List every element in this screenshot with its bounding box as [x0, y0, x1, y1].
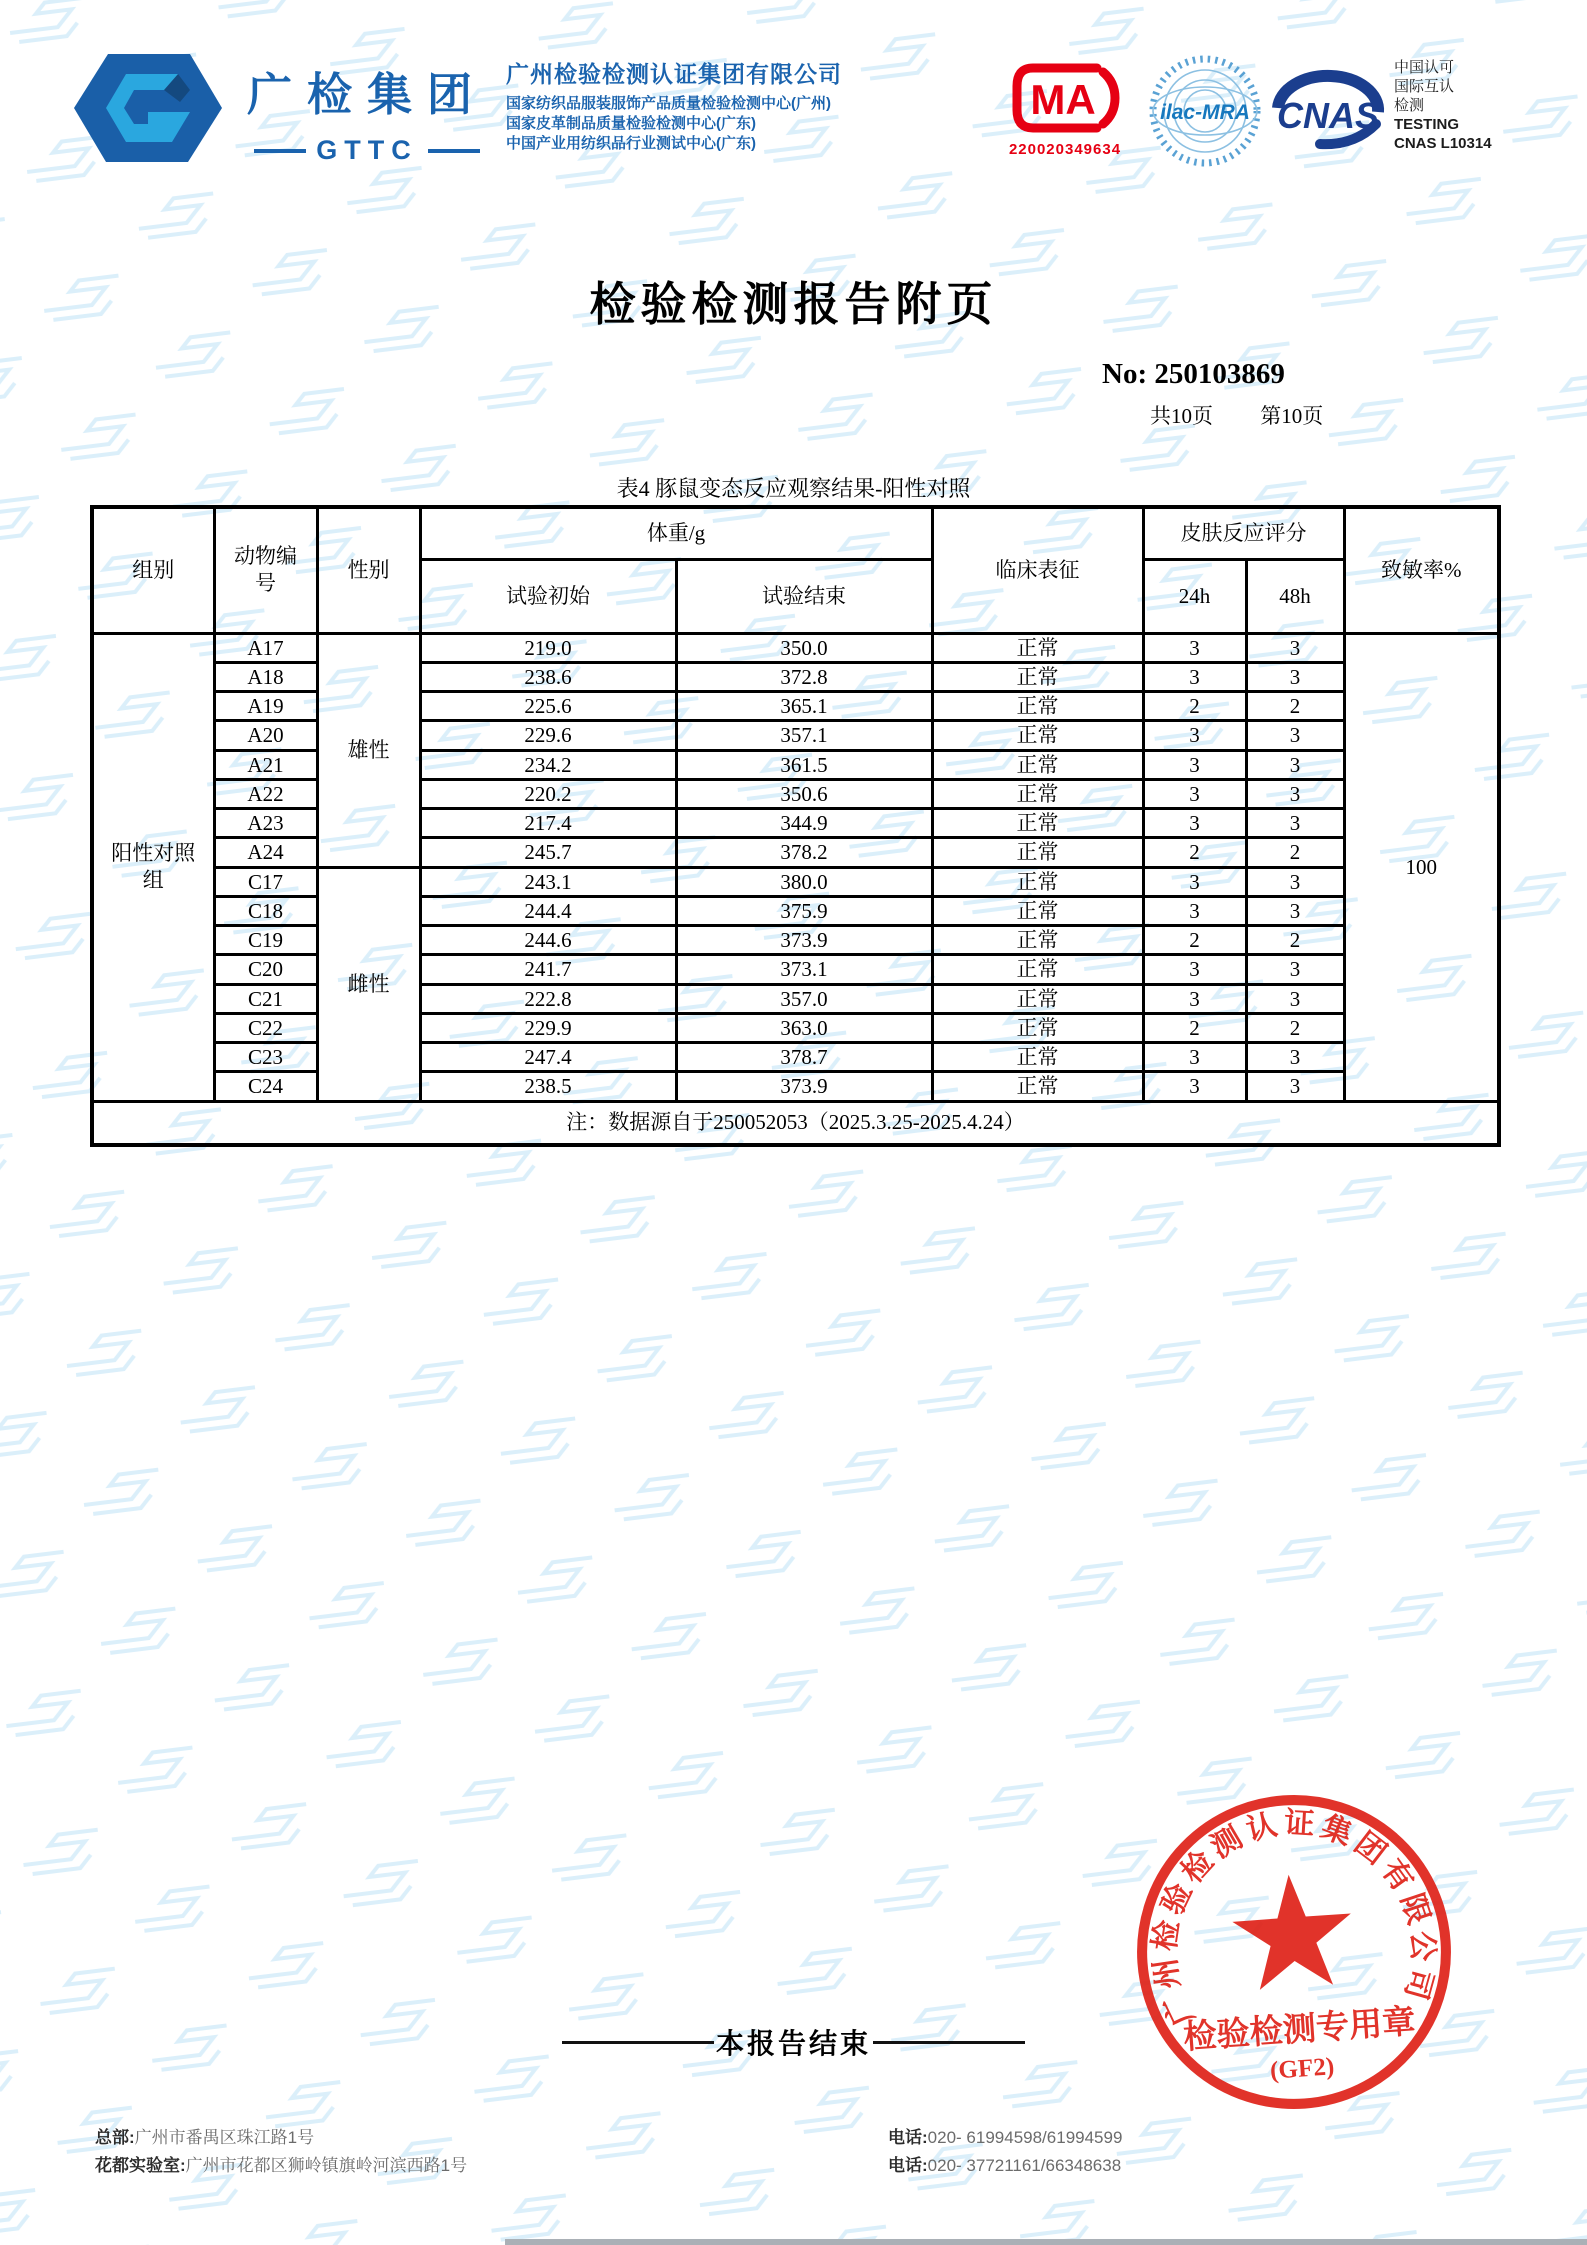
clinical-cell: 正常: [932, 750, 1143, 779]
col-header-group: 组别: [92, 507, 214, 633]
lab-value: 广州市花都区狮岭镇旗岭河滨西路1号: [185, 2156, 468, 2175]
animal-id-cell: A22: [214, 779, 317, 808]
table-caption: 表4 豚鼠变态反应观察结果-阳性对照: [616, 476, 971, 501]
clinical-cell: 正常: [932, 926, 1143, 955]
footer-phone-2: [888, 2152, 1122, 2180]
accreditation-line: CNAS L10314: [1394, 135, 1492, 152]
score-24h-cell: 3: [1143, 1072, 1246, 1101]
animal-id-cell: A17: [214, 633, 317, 662]
clinical-cell: 正常: [932, 896, 1143, 925]
col-header-weight-start: 试验初始: [420, 559, 676, 633]
score-24h-cell: 3: [1143, 721, 1246, 750]
sex-female-cell: 雌性: [317, 867, 420, 1101]
animal-id-cell: C17: [214, 867, 317, 896]
score-24h-cell: 3: [1143, 984, 1246, 1013]
animal-id-cell: C22: [214, 1013, 317, 1042]
animal-id-cell: A24: [214, 838, 317, 867]
weight-end-cell: 344.9: [676, 809, 932, 838]
svg-text:MA: MA: [1030, 76, 1096, 123]
clinical-cell: 正常: [932, 809, 1143, 838]
end-rule-right: [873, 2041, 1025, 2044]
footer-addresses: [95, 2124, 467, 2180]
brand-name: 广检集团: [246, 69, 487, 120]
weight-end-cell: 373.9: [676, 926, 932, 955]
seal-title: 检验检测专用章: [1182, 2003, 1417, 2057]
clinical-cell: 正常: [932, 779, 1143, 808]
score-24h-cell: 3: [1143, 779, 1246, 808]
score-48h-cell: 3: [1246, 809, 1344, 838]
pagination: [1150, 400, 1323, 430]
weight-end-cell: 357.1: [676, 721, 932, 750]
score-48h-cell: 2: [1246, 692, 1344, 721]
seal-star: [1229, 1871, 1355, 1992]
score-48h-cell: 3: [1246, 984, 1344, 1013]
scan-edge-artifact: [505, 2239, 1587, 2245]
company-block: [506, 56, 842, 154]
sex-male-cell: 雄性: [317, 633, 420, 867]
table-row: [92, 867, 1499, 896]
animal-id-cell: A20: [214, 721, 317, 750]
rule-right: [428, 149, 480, 153]
clinical-cell: 正常: [932, 867, 1143, 896]
weight-start-cell: 217.4: [420, 809, 676, 838]
score-48h-cell: 3: [1246, 867, 1344, 896]
accreditation-line: 检测: [1394, 97, 1425, 114]
accreditation-line: 中国认可: [1394, 59, 1455, 76]
phone-value: 020- 37721161/66348638: [927, 2156, 1122, 2175]
footer-address-hq: [95, 2124, 467, 2152]
weight-end-cell: 375.9: [676, 896, 932, 925]
accreditation-text: [1394, 58, 1492, 153]
cma-number: 220020349634: [1008, 141, 1122, 158]
animal-id-cell: A23: [214, 809, 317, 838]
company-subtitle: 国家皮革制品质量检验检测中心(广东): [506, 115, 756, 132]
clinical-cell: 正常: [932, 692, 1143, 721]
clinical-cell: 正常: [932, 633, 1143, 662]
clinical-cell: 正常: [932, 662, 1143, 691]
seal-circle-text: 广州检验检测认证集团有限公司: [1147, 1805, 1441, 2031]
weight-end-cell: 363.0: [676, 1013, 932, 1042]
animal-id-cell: C21: [214, 984, 317, 1013]
table-row: [92, 1072, 1499, 1101]
cnas-icon: [1268, 66, 1388, 150]
table-row: [92, 692, 1499, 721]
score-24h-cell: 2: [1143, 1013, 1246, 1042]
weight-start-cell: 238.6: [420, 662, 676, 691]
score-48h-cell: 2: [1246, 1013, 1344, 1042]
weight-end-cell: 357.0: [676, 984, 932, 1013]
phone-label: 电话:: [888, 2128, 928, 2147]
cma-mark-icon: [1009, 62, 1121, 134]
weight-end-cell: 350.0: [676, 633, 932, 662]
weight-start-cell: 222.8: [420, 984, 676, 1013]
end-of-report: [0, 2022, 1587, 2062]
page-current: 第10页: [1260, 404, 1324, 428]
col-header-sex: 性别: [317, 507, 420, 633]
weight-end-cell: 378.2: [676, 838, 932, 867]
weight-start-cell: 238.5: [420, 1072, 676, 1101]
cma-mark: [1005, 62, 1125, 158]
weight-end-cell: 361.5: [676, 750, 932, 779]
animal-id-cell: C20: [214, 955, 317, 984]
score-24h-cell: 3: [1143, 662, 1246, 691]
clinical-cell: 正常: [932, 1013, 1143, 1042]
brand-block: [236, 58, 498, 166]
footer-phone-1: [888, 2124, 1122, 2152]
score-48h-cell: 3: [1246, 1072, 1344, 1101]
clinical-cell: 正常: [932, 1072, 1143, 1101]
table-row: [92, 984, 1499, 1013]
weight-start-cell: 219.0: [420, 633, 676, 662]
ilac-mra-icon: [1146, 52, 1264, 170]
weight-end-cell: 350.6: [676, 779, 932, 808]
table-note: 注：数据源自于250052053（2025.3.25-2025.4.24）: [92, 1101, 1499, 1145]
clinical-cell: 正常: [932, 838, 1143, 867]
page-title: 检验检测报告附页: [589, 279, 998, 330]
svg-text:ilac-MRA: ilac-MRA: [1160, 101, 1250, 124]
report-no: [1102, 358, 1285, 391]
weight-end-cell: 378.7: [676, 1043, 932, 1072]
weight-end-cell: 373.9: [676, 1072, 932, 1101]
score-48h-cell: 2: [1246, 838, 1344, 867]
gttc-logo-icon: [72, 50, 224, 166]
weight-start-cell: 247.4: [420, 1043, 676, 1072]
score-48h-cell: 3: [1246, 779, 1344, 808]
weight-start-cell: 229.9: [420, 1013, 676, 1042]
score-24h-cell: 3: [1143, 896, 1246, 925]
table-row: [92, 926, 1499, 955]
company-subtitle: 国家纺织品服装服饰产品质量检验检测中心(广州): [506, 95, 831, 112]
table-row: [92, 750, 1499, 779]
lab-label: 花都实验室:: [95, 2156, 186, 2175]
score-48h-cell: 3: [1246, 1043, 1344, 1072]
col-header-skin-score: 皮肤反应评分: [1143, 507, 1344, 559]
score-24h-cell: 3: [1143, 955, 1246, 984]
table-row: [92, 896, 1499, 925]
weight-start-cell: 243.1: [420, 867, 676, 896]
weight-end-cell: 372.8: [676, 662, 932, 691]
rate-cell: 100: [1344, 633, 1499, 1101]
table-row: [92, 633, 1499, 662]
score-48h-cell: 3: [1246, 896, 1344, 925]
weight-end-cell: 380.0: [676, 867, 932, 896]
animal-id-cell: C19: [214, 926, 317, 955]
table-row: [92, 779, 1499, 808]
weight-start-cell: 244.6: [420, 926, 676, 955]
rule-left: [254, 149, 306, 153]
animal-id-cell: C24: [214, 1072, 317, 1101]
company-seal: [1128, 1786, 1460, 2118]
weight-start-cell: 241.7: [420, 955, 676, 984]
animal-id-cell: A19: [214, 692, 317, 721]
accreditation-line: TESTING: [1394, 116, 1460, 133]
table-row: [92, 662, 1499, 691]
table-row: [92, 838, 1499, 867]
score-48h-cell: 2: [1246, 926, 1344, 955]
table-row: [92, 1013, 1499, 1042]
score-24h-cell: 3: [1143, 750, 1246, 779]
clinical-cell: 正常: [932, 1043, 1143, 1072]
col-header-weight-end: 试验结束: [676, 559, 932, 633]
animal-id-cell: A18: [214, 662, 317, 691]
score-24h-cell: 2: [1143, 692, 1246, 721]
weight-end-cell: 373.1: [676, 955, 932, 984]
col-header-clinical: 临床表征: [932, 507, 1143, 633]
weight-start-cell: 244.4: [420, 896, 676, 925]
col-header-animal-id: 动物编号: [214, 507, 317, 633]
score-48h-cell: 3: [1246, 955, 1344, 984]
score-48h-cell: 3: [1246, 721, 1344, 750]
col-header-weight: 体重/g: [420, 507, 932, 559]
table-note-row: [92, 1101, 1499, 1145]
table-row: [92, 809, 1499, 838]
seal-code: (GF2): [1269, 2053, 1336, 2085]
company-subtitle: 中国产业用纺织品行业测试中心(广东): [506, 135, 756, 152]
table-row: [92, 955, 1499, 984]
group-cell: 阳性对照组: [92, 633, 214, 1101]
footer-phones: [888, 2124, 1122, 2180]
score-24h-cell: 2: [1143, 838, 1246, 867]
animal-id-cell: C18: [214, 896, 317, 925]
col-header-rate: 致敏率%: [1344, 507, 1499, 633]
score-24h-cell: 3: [1143, 1043, 1246, 1072]
results-table: [90, 505, 1501, 1147]
col-header-24h: 24h: [1143, 559, 1246, 633]
end-rule-left: [562, 2041, 714, 2044]
phone-label: 电话:: [888, 2156, 928, 2175]
animal-id-cell: C23: [214, 1043, 317, 1072]
weight-end-cell: 365.1: [676, 692, 932, 721]
score-48h-cell: 3: [1246, 633, 1344, 662]
col-header-48h: 48h: [1246, 559, 1344, 633]
accreditation-line: 国际互认: [1394, 78, 1455, 95]
weight-start-cell: 234.2: [420, 750, 676, 779]
clinical-cell: 正常: [932, 955, 1143, 984]
pages-total: 共10页: [1150, 404, 1213, 428]
table-row: [92, 721, 1499, 750]
end-text: 本报告结束: [715, 2029, 871, 2060]
score-24h-cell: 3: [1143, 809, 1246, 838]
footer-address-lab: [95, 2152, 467, 2180]
brand-abbr-row: [236, 135, 498, 166]
hq-value: 广州市番禺区珠江路1号: [134, 2128, 315, 2147]
brand-abbr: GTTC: [316, 135, 418, 165]
report-no-value: 250103869: [1154, 358, 1285, 390]
clinical-cell: 正常: [932, 984, 1143, 1013]
report-no-label: No:: [1102, 358, 1148, 390]
weight-start-cell: 225.6: [420, 692, 676, 721]
clinical-cell: 正常: [932, 721, 1143, 750]
score-48h-cell: 3: [1246, 750, 1344, 779]
score-24h-cell: 3: [1143, 867, 1246, 896]
weight-start-cell: 245.7: [420, 838, 676, 867]
table-row: [92, 1043, 1499, 1072]
hq-label: 总部:: [95, 2128, 135, 2147]
score-48h-cell: 3: [1246, 662, 1344, 691]
weight-start-cell: 220.2: [420, 779, 676, 808]
svg-text:CNAS: CNAS: [1276, 95, 1380, 136]
weight-start-cell: 229.6: [420, 721, 676, 750]
score-24h-cell: 3: [1143, 633, 1246, 662]
animal-id-cell: A21: [214, 750, 317, 779]
company-name: 广州检验检测认证集团有限公司: [506, 61, 842, 87]
phone-value: 020- 61994598/61994599: [927, 2128, 1123, 2147]
score-24h-cell: 2: [1143, 926, 1246, 955]
